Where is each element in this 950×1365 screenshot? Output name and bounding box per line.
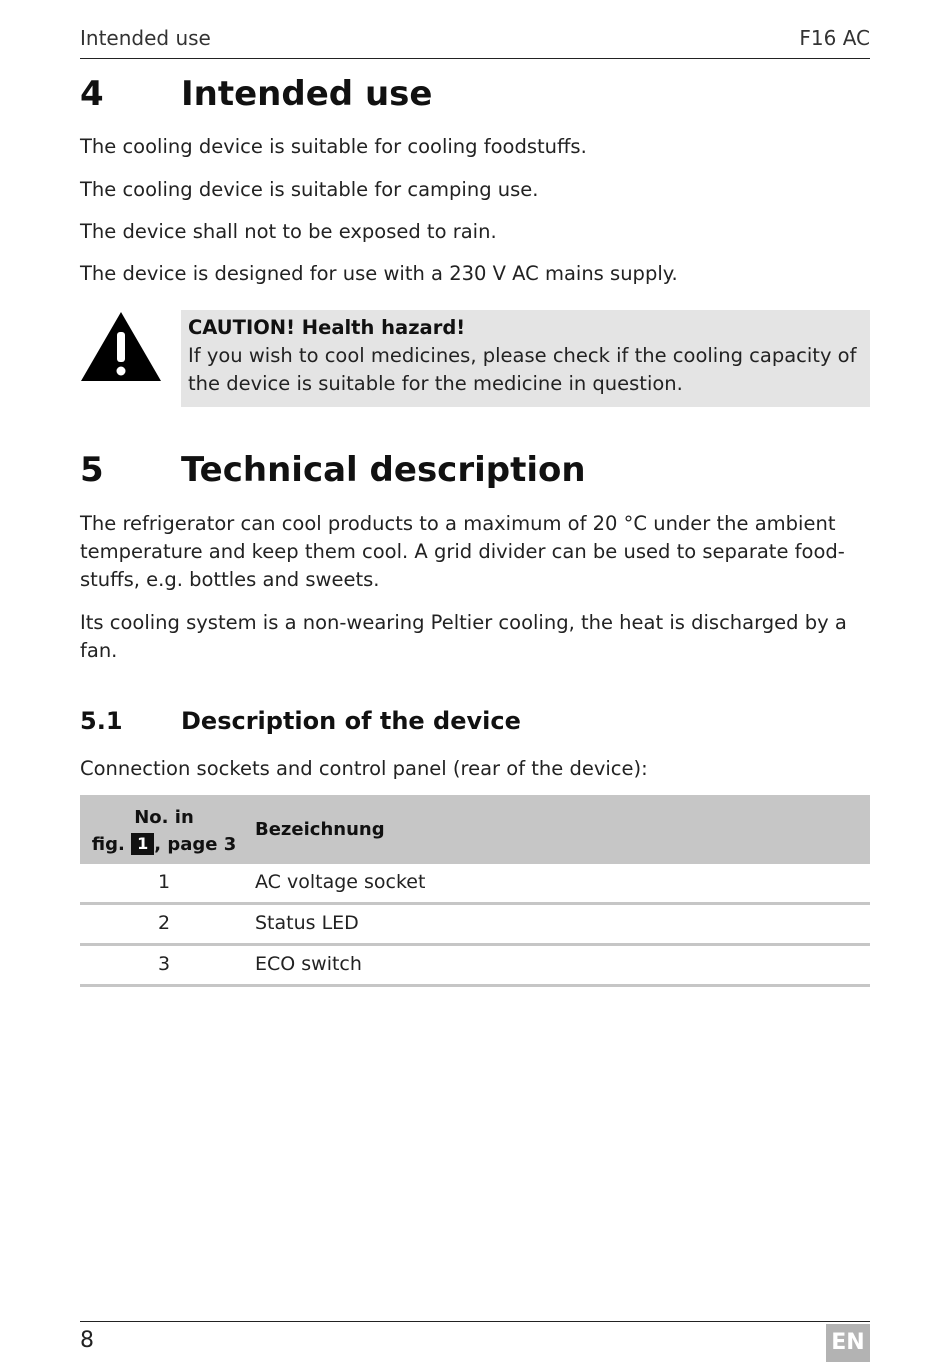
table-row (80, 946, 870, 987)
footer-divider (80, 1321, 870, 1322)
table-row (80, 864, 870, 905)
page-reference: , page 3 (154, 834, 237, 855)
section-4-heading (80, 74, 432, 114)
section-5-heading (80, 450, 586, 490)
row-label: AC voltage socket (255, 871, 426, 893)
row-label: ECO switch (255, 953, 362, 975)
running-header (80, 26, 870, 59)
caution-title: CAUTION! Health hazard! (188, 316, 466, 339)
header-model: F16 AC (799, 26, 870, 50)
section-4-number: 4 (80, 74, 104, 114)
caution-box (181, 310, 870, 407)
header-section-title: Intended use (80, 26, 211, 50)
row-label: Status LED (255, 912, 359, 934)
paragraph: The cooling device is suitable for camping use. (80, 178, 539, 201)
fig-prefix: fig. (91, 834, 125, 855)
section-5-1-title: Description of the device (181, 707, 521, 735)
section-5-title: Technical description (181, 450, 586, 490)
column-header-number-line1: No. in (134, 807, 194, 828)
language-badge: EN (826, 1324, 870, 1362)
caution-text: If you wish to cool medicines, please check if the cooling capacity of the device is suitable for the medicine in question. (188, 344, 857, 395)
section-4-title: Intended use (181, 74, 433, 114)
page-number: 8 (80, 1328, 94, 1353)
column-header-number-line2 (80, 831, 248, 858)
figure-reference-badge: 1 (131, 833, 154, 855)
table-header (80, 795, 870, 864)
paragraph: Its cooling system is a non-wearing Peltier cooling, the heat is discharged by a fan. (80, 611, 847, 662)
column-header-label: Bezeichnung (255, 819, 385, 840)
table-row (80, 905, 870, 946)
device-parts-table (80, 795, 870, 987)
paragraph: The device is designed for use with a 230 V AC mains supply. (80, 262, 678, 285)
paragraph: The device shall not to be exposed to rain. (80, 220, 497, 243)
row-number: 3 (157, 953, 171, 975)
row-number: 1 (157, 871, 171, 893)
section-5-1-number: 5.1 (80, 707, 123, 735)
paragraph: The refrigerator can cool products to a maximum of 20 °C under the ambient temperature and keep them cool. A grid divider can be used to separate food-stuffs, e.g. bottles and sweets. (80, 512, 845, 591)
table-intro: Connection sockets and control panel (rear of the device): (80, 757, 648, 780)
paragraph: The cooling device is suitable for cooling foodstuffs. (80, 135, 587, 158)
section-5-number: 5 (80, 450, 104, 490)
warning-triangle-icon (80, 310, 162, 382)
section-5-1-heading (80, 707, 521, 735)
row-number: 2 (157, 912, 171, 934)
column-header-number (80, 804, 248, 858)
